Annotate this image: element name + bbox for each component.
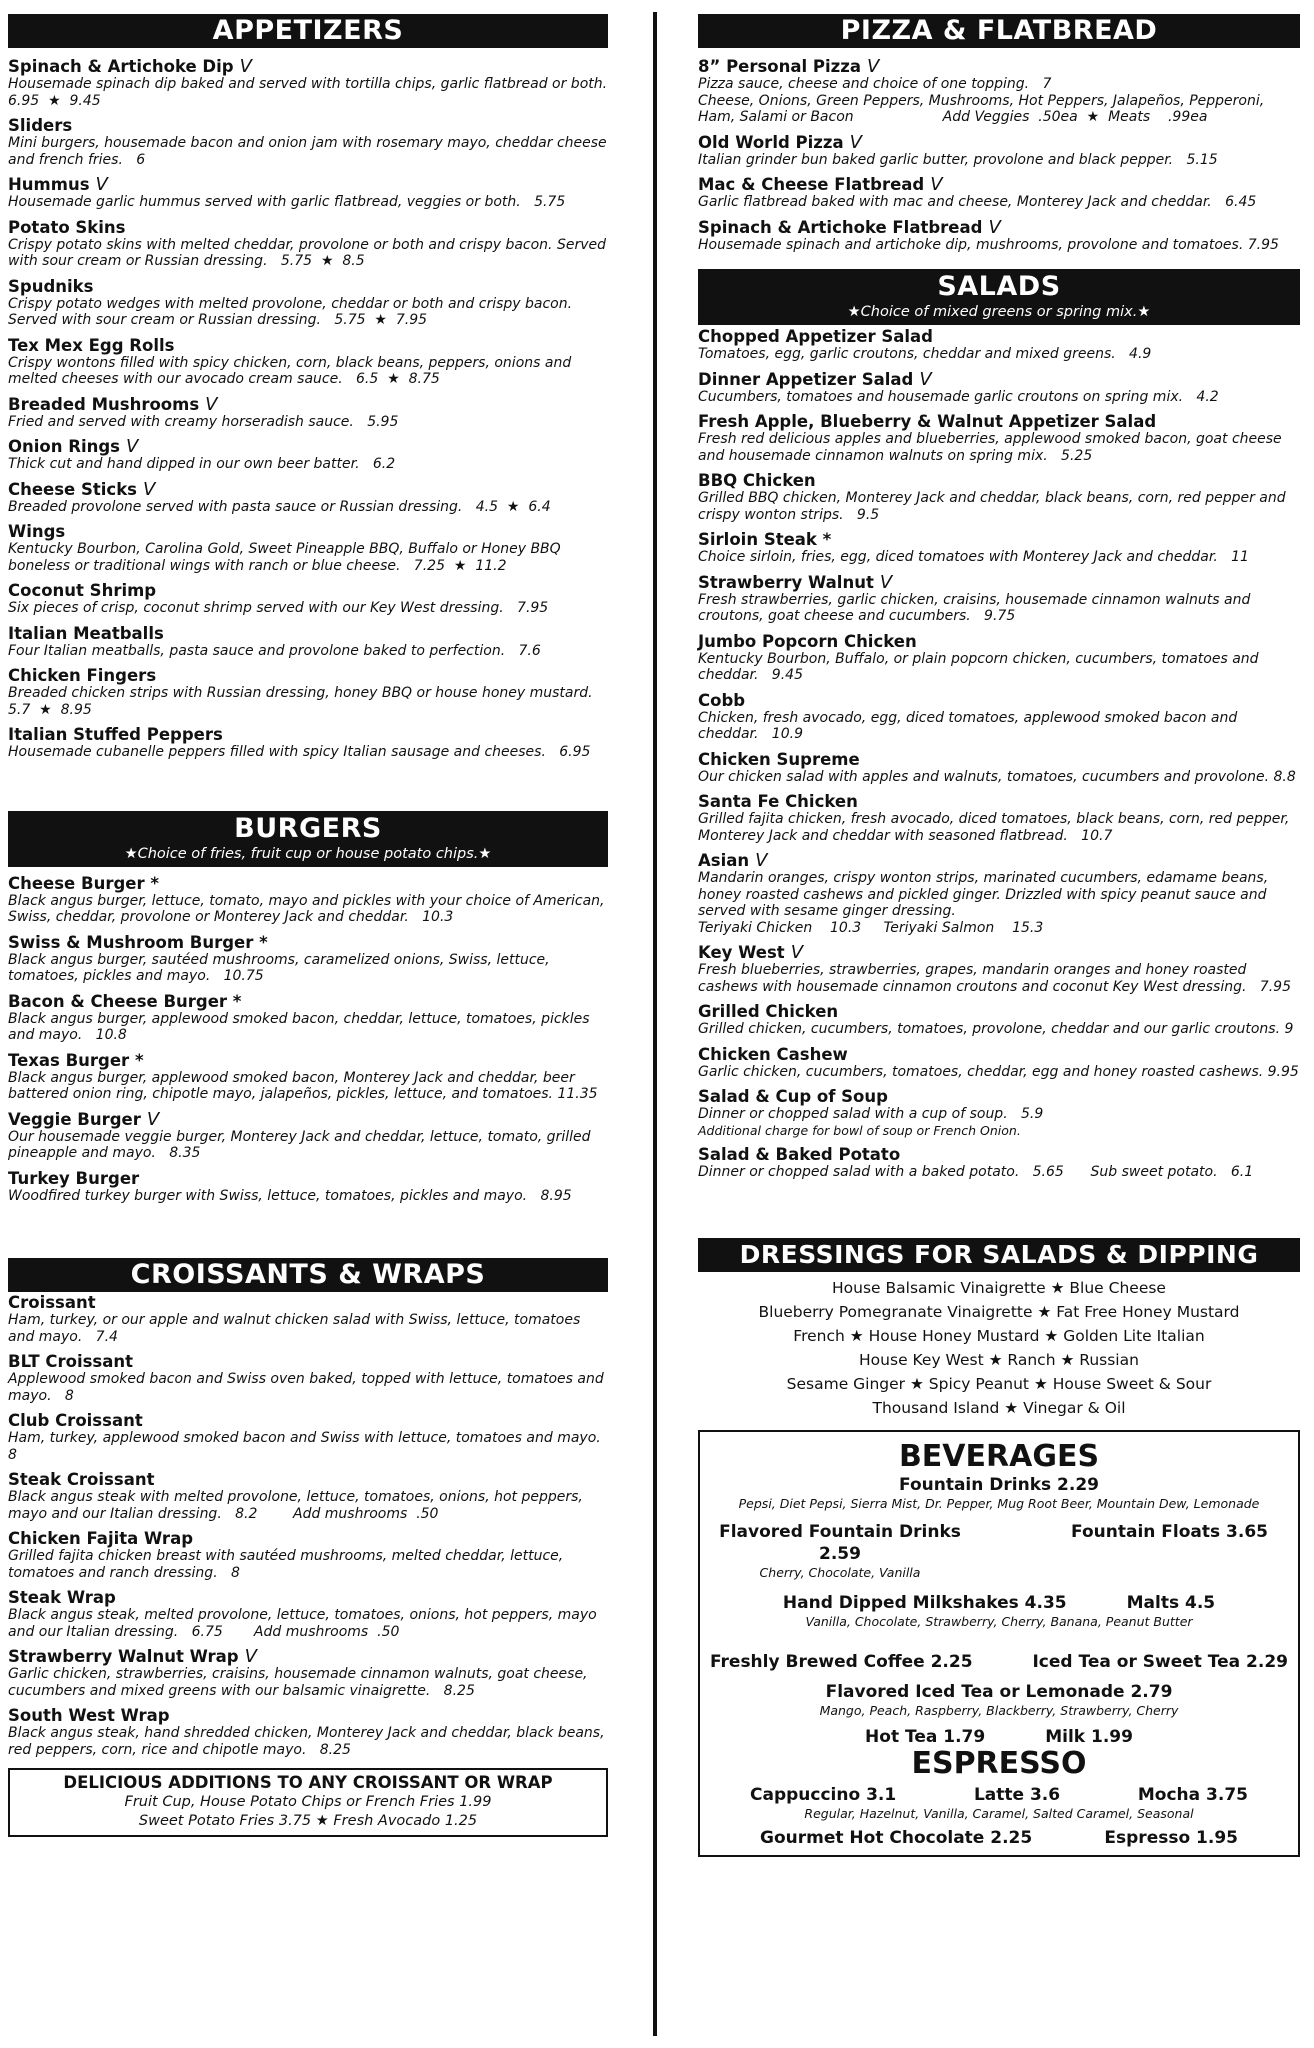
item-name [8,522,608,541]
item-name [8,175,608,194]
menu-item [8,1411,615,1463]
dressing-line: Sesame Ginger ★ Spicy Peanut ★ House Sweet & Sour [786,1375,1212,1393]
item-name [698,175,1300,194]
item-description: Black angus burger, lettuce, tomato, mayo and pickles with your choice of American, Swiss, cheddar, provolone or Monterey Jack and cheddar. 10.3 [8,892,609,925]
menu-item [698,943,1300,995]
iced-tea: Iced Tea or Sweet Tea 2.29 [1032,1652,1288,1672]
menu-item [8,992,608,1044]
item-name [8,480,608,499]
item-name-text: Wings [8,522,66,541]
item-description: Black angus steak with melted provolone, lettuce, tomatoes, onions, hot peppers, mayo and our Italian dressing. 8.2 Add mushrooms .50 [8,1489,588,1522]
item-name [698,851,1300,870]
left-column [8,14,621,1837]
item-name-text: Sirloin Steak * [698,530,832,549]
menu-item [8,1110,608,1162]
menu-item [8,725,608,761]
item-name-text: Spudniks [8,276,94,296]
item-name-text: Tex Mex Egg Rolls [8,335,175,355]
vegetarian-icon: V [919,368,932,390]
cappuccino: Cappuccino 3.1 [750,1785,897,1805]
menu-item [698,1087,1300,1138]
menu-item [8,1647,608,1699]
menu-item [698,471,1300,523]
item-name [8,1169,608,1188]
item-name [698,632,1300,651]
item-name [698,218,1300,237]
menu-item [698,412,1300,464]
item-name [8,933,608,952]
menu-item [8,480,608,516]
pizza-header: PIZZA & FLATBREAD [698,14,1300,48]
mocha: Mocha 3.75 [1137,1785,1248,1805]
menu-item [8,933,608,985]
item-name-text: Spinach & Artichoke Dip [8,57,234,76]
item-description: Dinner or chopped salad with a cup of soup. 5.9 [698,1106,1044,1122]
menu-item [698,57,1300,126]
vegetarian-icon: V [755,850,768,871]
menu-item [698,370,1300,406]
item-name [8,725,608,744]
burgers-title: BURGERS [234,812,382,844]
salads-list [698,327,1300,1180]
item-name [8,277,608,296]
menu-item [8,1706,608,1758]
hot-tea: Hot Tea 1.79 [865,1727,986,1747]
item-description: Our chicken salad with apples and walnuts, tomatoes, cucumbers and provolone. 8.8 [698,768,1296,785]
item-description: Black angus burger, applewood smoked bacon, cheddar, lettuce, tomatoes, pickles and mayo. 10.8 [8,1010,594,1043]
item-description: Housemade garlic hummus served with garlic flatbread, veggies or both. 5.75 [8,194,566,210]
item-name [698,471,1300,490]
item-description: Fresh blueberries, strawberries, grapes, mandarin oranges and honey roasted cashews with housemade cinnamon croutons and coconut Key West dressing. 7.95 [698,962,1291,995]
espresso-options: Regular, Hazelnut, Vanilla, Caramel, Salted Caramel, Seasonal [804,1806,1194,1821]
additions-line-1: Fruit Cup, House Potato Chips or French Fries 1.99 [124,1794,492,1810]
croissants-header: CROISSANTS & WRAPS [8,1258,608,1292]
item-name [8,1529,608,1548]
item-name-text: Strawberry Walnut [698,572,874,592]
item-name [8,581,608,600]
hot-tea-row [710,1726,1288,1748]
item-name-text: Chicken Fajita Wrap [8,1529,194,1548]
item-name-text: Swiss & Mushroom Burger * [8,932,268,952]
menu-item [698,133,1300,169]
item-name-text: Key West [698,943,785,962]
item-name-text: Breaded Mushrooms [8,394,200,414]
menu-item [8,175,608,211]
flavored-iced-tea: Flavored Iced Tea or Lemonade 2.79 [825,1682,1173,1702]
item-name-text: Chopped Appetizer Salad [698,327,933,346]
item-name-text: Hummus [8,175,90,194]
item-description: Fresh strawberries, garlic chicken, craisins, housemade cinnamon walnuts and croutons, goat cheese and cucumbers. 9.75 [698,591,1255,624]
item-description: Garlic chicken, strawberries, craisins, housemade cinnamon walnuts, goat cheese, cucumbers and mixed greens with our balsamic vinaigrette. 8.25 [8,1666,592,1699]
item-description: Tomatoes, egg, garlic croutons, cheddar and mixed greens. 4.9 [698,346,1152,362]
vegetarian-icon: V [143,478,156,500]
vegetarian-icon: V [879,571,893,593]
item-name [8,1352,608,1371]
menu-item [698,1045,1300,1081]
vegetarian-icon: V [95,174,108,195]
item-name [8,1411,608,1430]
item-name-text: Italian Meatballs [8,623,164,643]
item-name-text: Old World Pizza [698,132,844,152]
vegetarian-icon: V [988,216,1001,238]
item-description: Cucumbers, tomatoes and housemade garlic croutons on spring mix. 4.2 [698,388,1219,405]
item-name-text: Fresh Apple, Blueberry & Walnut Appetizer Salad [698,412,1157,431]
dressings-header: DRESSINGS FOR SALADS & DIPPING [698,1238,1300,1272]
item-description: Woodfired turkey burger with Swiss, lettuce, tomatoes, pickles and mayo. 8.95 [8,1187,572,1204]
item-description: Garlic flatbread baked with mac and cheese, Monterey Jack and cheddar. 6.45 [698,194,1257,210]
item-name [698,1045,1300,1064]
menu-item [698,851,1300,936]
menu-item [698,218,1300,254]
item-name [8,992,608,1011]
item-description: Teriyaki Chicken 10.3 Teriyaki Salmon 15.3 [698,919,1044,936]
item-name [698,691,1300,710]
item-description: Four Italian meatballs, pasta sauce and provolone baked to perfection. 7.6 [8,642,541,659]
item-description: Our housemade veggie burger, Monterey Jack and cheddar, lettuce, tomato, grilled pineapple and mayo. 8.35 [8,1128,595,1161]
item-name-text: Sliders [8,116,73,135]
item-name-text: Coconut Shrimp [8,581,157,600]
item-name [8,1051,608,1070]
item-name-text: Potato Skins [8,217,126,237]
item-note: Additional charge for bowl of soup or French Onion. [698,1122,1021,1138]
burgers-subtitle: ★Choice of fries, fruit cup or house potato chips.★ [124,845,492,862]
item-name-text: Cheese Burger * [8,873,159,893]
espresso-row [710,1780,1288,1806]
item-name [698,370,1300,389]
flavored-row [710,1521,1288,1580]
menu-item [8,1588,608,1640]
item-name-text: Cobb [698,690,746,710]
salads-subtitle: ★Choice of mixed greens or spring mix.★ [847,304,1151,320]
item-name-text: Veggie Burger [8,1109,141,1129]
dressing-line: House Key West ★ Ranch ★ Russian [859,1351,1139,1369]
item-name-text: Croissant [8,1293,96,1312]
item-description: Chicken, fresh avocado, egg, diced tomatoes, applewood smoked bacon and cheddar. 10.9 [698,709,1242,742]
item-description: Mandarin oranges, crispy wonton strips, marinated cucumbers, edamame beans, honey roasted cashews and pickled ginger. Drizzled with spicy peanut sauce and served with sesame ginger dressing. [698,870,1273,919]
menu-item [8,116,612,168]
fountain-drinks: Fountain Drinks 2.29 [899,1475,1099,1495]
coffee: Freshly Brewed Coffee 2.25 [710,1652,973,1672]
item-name [8,1470,608,1489]
appetizers-list [8,48,621,761]
item-name [8,218,608,237]
menu-item [698,327,1300,363]
item-name [8,336,608,355]
item-name [8,666,608,685]
item-description: Grilled fajita chicken, fresh avocado, diced tomatoes, black beans, corn, red pepper, Monterey Jack and cheddar with seasoned flatbread. 10.7 [698,811,1294,844]
menu-item [8,1352,608,1404]
item-description: Kentucky Bourbon, Buffalo, or plain popcorn chicken, cucumbers, tomatoes and cheddar. 9.45 [698,650,1263,683]
item-description: Housemade spinach and artichoke dip, mushrooms, provolone and tomatoes. 7.95 [698,236,1279,253]
malts: Malts 4.5 [1126,1593,1216,1613]
item-description: Garlic chicken, cucumbers, tomatoes, cheddar, egg and honey roasted cashews. 9.95 [698,1063,1299,1080]
item-name [698,573,1300,592]
item-name [8,1293,608,1312]
item-description: Ham, turkey, or our apple and walnut chicken salad with Swiss, lettuce, tomatoes and mayo. 7.4 [8,1312,585,1345]
item-description: Pizza sauce, cheese and choice of one topping. 7 [698,76,1052,92]
item-name-text: Club Croissant [8,1411,143,1430]
dressing-line: Blueberry Pomegranate Vinaigrette ★ Fat Free Honey Mustard [758,1303,1240,1321]
item-description: Dinner or chopped salad with a baked potato. 5.65 Sub sweet potato. 6.1 [698,1163,1254,1180]
item-name [698,1002,1300,1021]
item-name-text: Chicken Fingers [8,666,157,685]
vegetarian-icon: V [205,393,218,415]
vegetarian-icon: V [867,56,880,77]
item-name [698,57,1300,76]
vegetarian-icon: V [790,942,804,963]
item-description: Fried and served with creamy horseradish sauce. 5.95 [8,413,399,430]
dressing-line: French ★ House Honey Mustard ★ Golden Lite Italian [793,1327,1205,1345]
menu-item [698,632,1300,684]
fountain-drinks-options: Pepsi, Diet Pepsi, Sierra Mist, Dr. Pepper, Mug Root Beer, Mountain Dew, Lemonade [738,1496,1260,1511]
item-description: Grilled chicken, cucumbers, tomatoes, provolone, cheddar and our garlic croutons. 9 [698,1021,1294,1037]
item-name [8,624,608,643]
item-description: Ham, turkey, applewood smoked bacon and Swiss with lettuce, tomatoes and mayo. 8 [8,1430,615,1463]
item-name [698,412,1300,431]
appetizers-header: APPETIZERS [8,14,608,48]
menu-item [698,573,1300,625]
flavored-options: Cherry, Chocolate, Vanilla [759,1565,921,1580]
flavored-tea-options: Mango, Peach, Raspberry, Blackberry, Strawberry, Cherry [819,1703,1179,1718]
item-description: Black angus steak, hand shredded chicken, Monterey Jack and cheddar, black beans, red peppers, corn, rice and chipotle mayo. 8.25 [8,1725,609,1758]
menu-item [8,1169,608,1205]
item-name [698,133,1300,152]
menu-item [8,624,608,660]
item-name [698,1145,1300,1164]
pizza-list [698,48,1300,253]
item-name [8,437,608,456]
item-name [698,750,1300,769]
menu-item [698,792,1300,844]
flavored-group [710,1521,970,1580]
item-name [8,57,608,76]
menu-item [8,336,608,388]
item-name [698,327,1300,346]
menu-item [8,395,608,431]
menu-item [8,56,621,109]
croissants-list [8,1293,615,1758]
chocolate-row [710,1821,1288,1849]
item-description: Breaded provolone served with pasta sauce or Russian dressing. 4.5 ★ 6.4 [8,498,551,515]
vegetarian-icon: V [239,56,252,77]
item-name-text: South West Wrap [8,1706,170,1725]
item-name-text: Grilled Chicken [698,1002,839,1021]
menu-item [8,522,608,574]
item-description: Cheese, Onions, Green Peppers, Mushrooms, Hot Peppers, Jalapeños, Pepperoni, Ham, Salami or Bacon Add Veggies .50ea ★ Meats .99ea [698,92,1269,125]
column-divider [653,12,657,2036]
dressings-list [698,1276,1300,1420]
menu-item [698,1002,1300,1038]
beverages-box [698,1430,1300,1857]
item-name-text: Mac & Cheese Flatbread [698,175,925,194]
item-name [8,1588,608,1607]
item-description: Black angus burger, applewood smoked bacon, Monterey Jack and cheddar, beer battered onion ring, chipotle mayo, jalapeños, pickles, lettuce, and tomatoes. 11.35 [8,1069,598,1102]
item-description: Choice sirloin, fries, egg, diced tomatoes with Monterey Jack and cheddar. 11 [698,549,1249,565]
milkshakes: Hand Dipped Milkshakes 4.35 [782,1593,1067,1613]
menu-item [698,691,1300,743]
dressing-line: Thousand Island ★ Vinegar & Oil [872,1399,1126,1417]
salads-header [698,269,1300,325]
item-name [698,943,1300,962]
vegetarian-icon: V [930,174,943,195]
menu-item [8,581,608,617]
item-description: Black angus steak, melted provolone, lettuce, tomatoes, onions, hot peppers, mayo and our Italian dressing. 6.75 Add mushrooms .50 [8,1607,602,1640]
espresso: Espresso 1.95 [1104,1828,1238,1848]
menu-item [698,1145,1300,1181]
item-description: Grilled fajita chicken breast with sautéed mushrooms, melted cheddar, lettuce, tomatoes and ranch dressing. 8 [8,1548,568,1581]
menu-item [8,1293,608,1345]
item-name-text: Chicken Supreme [698,749,860,769]
item-description: Applewood smoked bacon and Swiss oven baked, topped with lettuce, tomatoes and mayo. 8 [8,1371,609,1404]
item-name [698,530,1300,549]
item-name-text: Onion Rings [8,437,120,456]
item-name-text: Santa Fe Chicken [698,792,858,811]
item-name-text: Spinach & Artichoke Flatbread [698,217,983,237]
item-description: Grilled BBQ chicken, Monterey Jack and cheddar, black beans, corn, red pepper and crispy wonton strips. 9.5 [698,490,1291,523]
item-description: Italian grinder bun baked garlic butter, provolone and black pepper. 5.15 [698,151,1218,168]
menu-item [698,750,1300,786]
menu-item [698,530,1300,566]
item-name [8,395,608,414]
item-name-text: Cheese Sticks [8,479,137,499]
item-name [8,1647,608,1666]
item-description: Kentucky Bourbon, Carolina Gold, Sweet Pineapple BBQ, Buffalo or Honey BBQ boneless or traditional wings with ranch or blue cheese. 7.25 ★ 11.2 [8,541,566,574]
vegetarian-icon: V [126,436,139,457]
hot-chocolate: Gourmet Hot Chocolate 2.25 [760,1828,1033,1848]
beverages-title: BEVERAGES [898,1439,1100,1474]
item-name-text: Dinner Appetizer Salad [698,369,914,389]
milk: Milk 1.99 [1045,1727,1133,1747]
burgers-header [8,811,608,867]
dressing-line: House Balsamic Vinaigrette ★ Blue Cheese [832,1279,1166,1297]
item-description: Crispy potato skins with melted cheddar, provolone or both and crispy bacon. Served with sour cream or Russian dressing. 5.75 ★ 8.5 [8,236,611,269]
item-name [8,1706,608,1725]
espresso-title: ESPRESSO [911,1746,1087,1781]
item-name [8,874,608,893]
item-name-text: Italian Stuffed Peppers [8,725,223,744]
menu-item [698,175,1300,211]
item-description: Breaded chicken strips with Russian dressing, honey BBQ or house honey mustard. 5.7 ★ 8.95 [8,685,606,718]
salads-title: SALADS [937,271,1061,302]
right-column [698,14,1300,1857]
menu-item [8,437,608,473]
additions-box [8,1768,608,1837]
item-name-text: Strawberry Walnut Wrap [8,1647,239,1666]
menu-item [8,874,608,926]
latte: Latte 3.6 [973,1785,1061,1805]
item-description: Fresh red delicious apples and blueberries, applewood smoked bacon, goat cheese and housemade cinnamon walnuts on spring mix. 5.25 [698,431,1287,464]
item-name-text: Chicken Cashew [698,1044,848,1064]
menu-item [8,1051,608,1103]
item-description: Housemade spinach dip baked and served with tortilla chips, garlic flatbread or both. 6.95 ★ 9.45 [8,76,621,109]
item-description: Mini burgers, housemade bacon and onion jam with rosemary mayo, cheddar cheese and french fries. 6 [8,135,612,168]
item-name-text: Bacon & Cheese Burger * [8,991,242,1011]
item-name-text: Steak Wrap [8,1588,116,1607]
item-name-text: BLT Croissant [8,1352,134,1371]
item-name-text: Turkey Burger [8,1168,140,1188]
additions-title: DELICIOUS ADDITIONS TO ANY CROISSANT OR WRAP [63,1773,553,1792]
item-name-text: BBQ Chicken [698,471,816,490]
menu-item [8,666,608,718]
burgers-list [8,874,608,1205]
menu-item [8,277,608,329]
item-name-text: Steak Croissant [8,1470,155,1489]
item-name [8,116,608,135]
item-name [698,1087,1300,1106]
item-name [698,792,1300,811]
vegetarian-icon: V [244,1646,257,1667]
milkshake-row [710,1592,1288,1614]
item-name-text: Salad & Baked Potato [698,1144,901,1164]
item-name-text: Jumbo Popcorn Chicken [698,631,917,651]
item-description: Crispy wontons filled with spicy chicken, corn, black beans, peppers, onions and melted cheeses with our avocado cream sauce. 6.5 ★ 8.75 [8,354,576,387]
vegetarian-icon: V [849,131,862,153]
flavored-fountain-drinks: Flavored Fountain Drinks 2.59 [719,1522,961,1564]
fountain-floats: Fountain Floats 3.65 [1071,1522,1268,1542]
menu-item [8,1470,608,1522]
additions-line-2: Sweet Potato Fries 3.75 ★ Fresh Avocado 1.25 [138,1813,478,1829]
item-description: Crispy potato wedges with melted provolone, cheddar or both and crispy bacon. Served with sour cream or Russian dressing. 5.75 ★ 7.95 [8,295,577,328]
item-name-text: Salad & Cup of Soup [698,1087,888,1106]
item-name [8,1110,608,1129]
menu-item [8,1529,608,1581]
item-description: Thick cut and hand dipped in our own beer batter. 6.2 [8,456,396,472]
coffee-tea-row [710,1651,1288,1673]
item-description: Black angus burger, sautéed mushrooms, caramelized onions, Swiss, lettuce, tomatoes, pickles and mayo. 10.75 [8,951,555,984]
item-name-text: 8” Personal Pizza [698,57,862,76]
item-name-text: Texas Burger * [8,1050,144,1070]
item-name-text: Asian [698,851,750,870]
menu-item [8,217,611,270]
vegetarian-icon: V [146,1108,160,1130]
item-description: Housemade cubanelle peppers filled with spicy Italian sausage and cheeses. 6.95 [8,744,591,760]
milkshake-options: Vanilla, Chocolate, Strawberry, Cherry, Banana, Peanut Butter [805,1614,1193,1629]
item-description: Six pieces of crisp, coconut shrimp served with our Key West dressing. 7.95 [8,600,549,616]
